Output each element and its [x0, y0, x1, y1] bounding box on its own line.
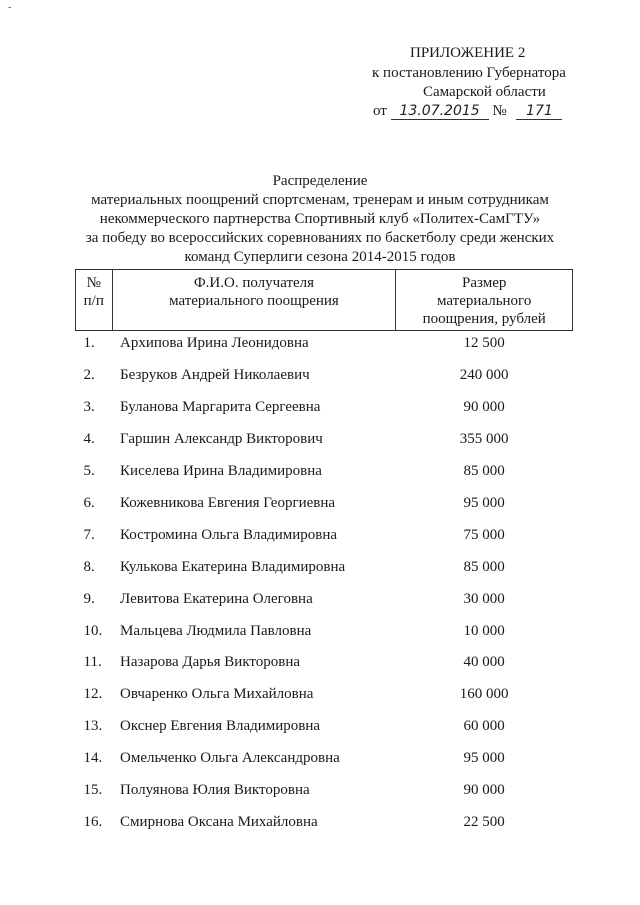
table-row: [76, 488, 573, 520]
table-header-row: [76, 270, 573, 331]
table-row: [76, 551, 573, 583]
row-name: Кулькова Екатерина Владимировна: [120, 558, 346, 575]
row-number: 16.: [83, 813, 103, 830]
row-number: 9.: [83, 590, 95, 607]
row-amount: 22 500: [463, 813, 505, 830]
row-name: Левитова Екатерина Олеговна: [120, 590, 313, 607]
row-amount: 355 000: [459, 431, 509, 448]
row-number: 2.: [83, 367, 95, 384]
appendix-date-number-line: [373, 102, 562, 121]
row-amount: 60 000: [463, 718, 505, 735]
row-amount: 85 000: [463, 558, 505, 575]
row-number: 4.: [83, 431, 95, 448]
corner-mark: -: [8, 2, 12, 13]
row-name: Овчаренко Ольга Михайловна: [120, 686, 314, 703]
header-number: № п/п: [76, 270, 113, 331]
number-label: №: [492, 103, 507, 119]
row-amount: 75 000: [463, 526, 505, 543]
handwritten-date: 13.07.2015: [391, 104, 489, 120]
row-name: Безруков Андрей Николаевич: [120, 367, 310, 384]
row-amount: 30 000: [463, 590, 505, 607]
table-row: [76, 392, 573, 424]
row-amount: 90 000: [463, 782, 505, 799]
row-amount: 40 000: [463, 654, 505, 671]
heading-title: Распределение: [272, 173, 368, 189]
row-amount: 90 000: [463, 399, 505, 416]
row-number: 15.: [83, 782, 103, 799]
row-amount: 12 500: [463, 335, 505, 351]
row-name: Полуянова Юлия Викторовна: [120, 782, 310, 799]
row-amount: 95 000: [463, 495, 505, 511]
heading-line: команд Суперлиги сезона 2014-2015 годов: [184, 249, 456, 265]
row-name: Буланова Маргарита Сергеевна: [120, 399, 321, 416]
row-number: 13.: [83, 718, 103, 735]
heading-line: за победу во всероссийских соревнованиях по баскетболу среди женских: [85, 230, 555, 246]
row-name: Мальцева Людмила Павловна: [120, 622, 312, 639]
handwritten-number: 171: [516, 104, 562, 120]
row-amount: 160 000: [459, 686, 509, 703]
row-number: 7.: [83, 526, 95, 543]
row-number: 1.: [83, 335, 95, 351]
header-amount: Размер материального поощрения, рублей: [396, 270, 573, 331]
from-label: от: [373, 103, 387, 119]
table-row: [76, 743, 573, 775]
recipients-table: [75, 269, 573, 838]
row-name: Гаршин Александр Викторович: [120, 431, 323, 448]
appendix-title: ПРИЛОЖЕНИЕ 2: [410, 45, 526, 61]
heading-line: материальных поощрений спортсменам, тренерам и иным сотрудникам: [91, 192, 549, 208]
row-number: 8.: [83, 558, 95, 575]
table-row: [76, 679, 573, 711]
row-number: 11.: [83, 654, 102, 671]
row-number: 14.: [83, 750, 103, 767]
row-number: 5.: [83, 463, 95, 480]
row-number: 3.: [83, 399, 95, 416]
row-number: 6.: [83, 495, 95, 511]
table-row: [76, 519, 573, 551]
row-name: Смирнова Оксана Михайловна: [120, 813, 318, 830]
row-amount: 85 000: [463, 463, 505, 480]
row-name: Архипова Ирина Леонидовна: [120, 335, 309, 351]
row-number: 12.: [83, 686, 103, 703]
row-name: Назарова Дарья Викторовна: [120, 654, 301, 671]
document-heading: [60, 172, 580, 267]
row-amount: 10 000: [463, 622, 505, 639]
row-name: Киселева Ирина Владимировна: [120, 463, 322, 480]
table-row: [76, 615, 573, 647]
row-amount: 240 000: [459, 367, 509, 384]
table-row: [76, 806, 573, 838]
row-name: Костромина Ольга Владимировна: [120, 526, 338, 543]
appendix-decree-line: к постановлению Губернатора: [372, 65, 566, 81]
table-row: [76, 647, 573, 679]
appendix-region-line: Самарской области: [423, 84, 546, 100]
row-number: 10.: [83, 622, 103, 639]
table-row: [76, 775, 573, 807]
table-row: [76, 360, 573, 392]
row-name: Окснер Евгения Владимировна: [120, 718, 321, 735]
row-name: Кожевникова Евгения Георгиевна: [120, 495, 336, 511]
table-row: [76, 456, 573, 488]
row-amount: 95 000: [463, 750, 505, 767]
table-row: [76, 424, 573, 456]
table-row: [76, 583, 573, 615]
table-row: [76, 331, 573, 361]
header-name: Ф.И.О. получателя материального поощрения: [112, 270, 396, 331]
table-row: [76, 711, 573, 743]
heading-line: некоммерческого партнерства Спортивный клуб «Политех-СамГТУ»: [99, 211, 541, 227]
row-name: Омельченко Ольга Александровна: [120, 750, 340, 767]
